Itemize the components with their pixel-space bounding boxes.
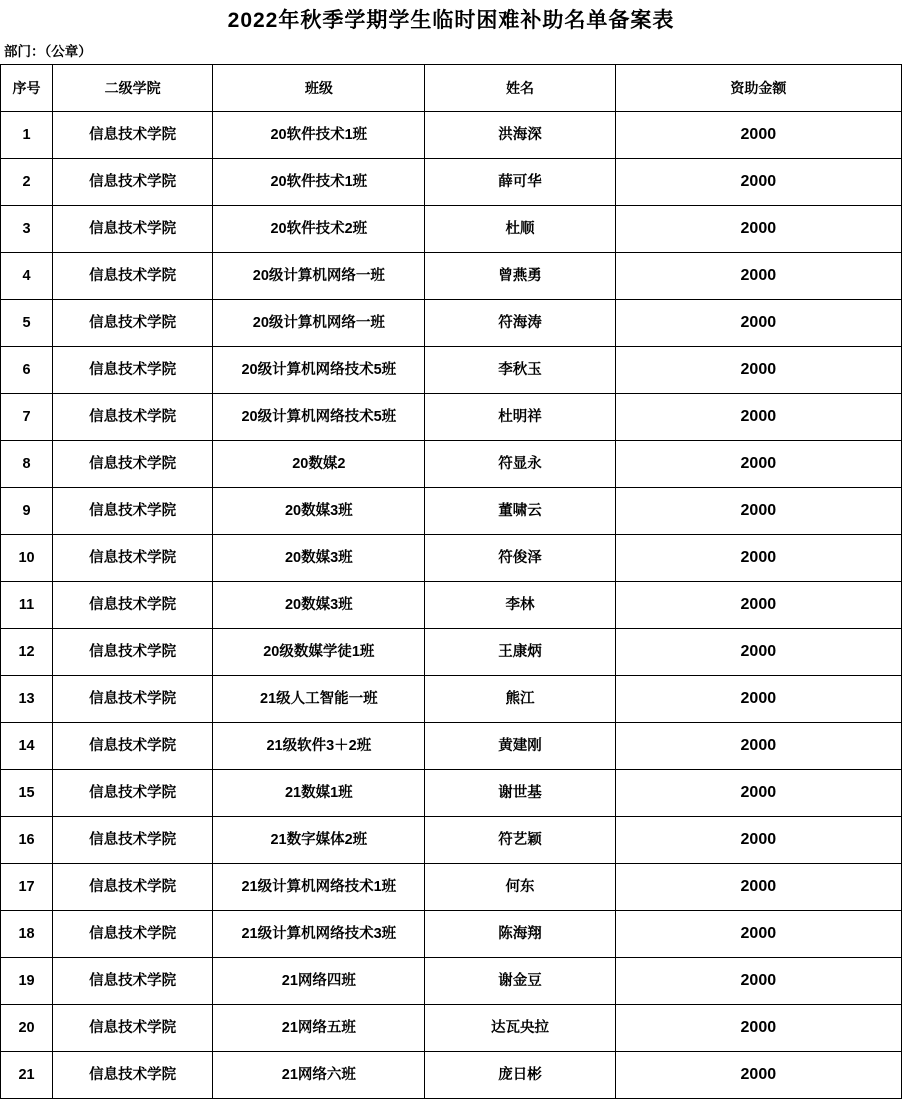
cell-amount: 2000 — [615, 958, 901, 1005]
cell-class: 20软件技术1班 — [213, 159, 425, 206]
table-row — [1, 723, 902, 770]
cell-college: 信息技术学院 — [53, 535, 213, 582]
cell-class: 21级软件3＋2班 — [213, 723, 425, 770]
cell-name: 符海涛 — [425, 300, 615, 347]
cell-class: 21级计算机网络技术1班 — [213, 864, 425, 911]
cell-name: 杜顺 — [425, 206, 615, 253]
subsidy-table — [0, 64, 902, 1099]
cell-college: 信息技术学院 — [53, 206, 213, 253]
cell-amount: 2000 — [615, 347, 901, 394]
column-header-name: 姓名 — [425, 65, 615, 112]
table-row — [1, 1052, 902, 1099]
cell-name: 薛可华 — [425, 159, 615, 206]
cell-name: 李林 — [425, 582, 615, 629]
cell-class: 20数媒2 — [213, 441, 425, 488]
cell-name: 杜明祥 — [425, 394, 615, 441]
cell-amount: 2000 — [615, 911, 901, 958]
column-header-class: 班级 — [213, 65, 425, 112]
cell-amount: 2000 — [615, 300, 901, 347]
cell-class: 20软件技术1班 — [213, 112, 425, 159]
cell-class: 21级计算机网络技术3班 — [213, 911, 425, 958]
department-label: 部门：（公章） — [4, 44, 92, 60]
cell-index: 4 — [1, 253, 53, 300]
table-body — [1, 112, 902, 1099]
cell-amount: 2000 — [615, 253, 901, 300]
cell-name: 熊江 — [425, 676, 615, 723]
cell-amount: 2000 — [615, 582, 901, 629]
table-header — [1, 65, 902, 112]
cell-college: 信息技术学院 — [53, 159, 213, 206]
table-row — [1, 488, 902, 535]
cell-college: 信息技术学院 — [53, 629, 213, 676]
cell-amount: 2000 — [615, 159, 901, 206]
cell-name: 陈海翔 — [425, 911, 615, 958]
cell-amount: 2000 — [615, 676, 901, 723]
table-row — [1, 159, 902, 206]
cell-college: 信息技术学院 — [53, 1052, 213, 1099]
cell-college: 信息技术学院 — [53, 723, 213, 770]
cell-index: 11 — [1, 582, 53, 629]
cell-name: 洪海深 — [425, 112, 615, 159]
cell-name: 谢世基 — [425, 770, 615, 817]
cell-college: 信息技术学院 — [53, 253, 213, 300]
cell-index: 13 — [1, 676, 53, 723]
cell-amount: 2000 — [615, 1052, 901, 1099]
cell-index: 7 — [1, 394, 53, 441]
cell-class: 21网络六班 — [213, 1052, 425, 1099]
cell-amount: 2000 — [615, 817, 901, 864]
cell-name: 董啸云 — [425, 488, 615, 535]
cell-amount: 2000 — [615, 723, 901, 770]
page-title: 2022年秋季学期学生临时困难补助名单备案表 — [227, 9, 675, 32]
cell-amount: 2000 — [615, 112, 901, 159]
cell-index: 3 — [1, 206, 53, 253]
cell-class: 21网络四班 — [213, 958, 425, 1005]
table-row — [1, 1005, 902, 1052]
cell-college: 信息技术学院 — [53, 347, 213, 394]
table-row — [1, 347, 902, 394]
cell-college: 信息技术学院 — [53, 300, 213, 347]
cell-index: 12 — [1, 629, 53, 676]
cell-amount: 2000 — [615, 441, 901, 488]
cell-index: 8 — [1, 441, 53, 488]
cell-index: 14 — [1, 723, 53, 770]
cell-name: 符俊泽 — [425, 535, 615, 582]
cell-name: 达瓦央拉 — [425, 1005, 615, 1052]
cell-index: 18 — [1, 911, 53, 958]
table-row — [1, 253, 902, 300]
column-header-index: 序号 — [1, 65, 53, 112]
column-header-college: 二级学院 — [53, 65, 213, 112]
table-row — [1, 817, 902, 864]
cell-index: 6 — [1, 347, 53, 394]
cell-index: 15 — [1, 770, 53, 817]
cell-class: 20级计算机网络技术5班 — [213, 394, 425, 441]
cell-name: 符显永 — [425, 441, 615, 488]
cell-class: 20级数媒学徒1班 — [213, 629, 425, 676]
table-header-row — [1, 65, 902, 112]
cell-amount: 2000 — [615, 206, 901, 253]
cell-name: 李秋玉 — [425, 347, 615, 394]
table-row — [1, 864, 902, 911]
cell-class: 20级计算机网络一班 — [213, 253, 425, 300]
cell-class: 20数媒3班 — [213, 535, 425, 582]
cell-class: 21数字媒体2班 — [213, 817, 425, 864]
table-row — [1, 582, 902, 629]
cell-name: 符艺颖 — [425, 817, 615, 864]
cell-index: 5 — [1, 300, 53, 347]
cell-amount: 2000 — [615, 1005, 901, 1052]
table-row — [1, 394, 902, 441]
cell-college: 信息技术学院 — [53, 911, 213, 958]
cell-index: 9 — [1, 488, 53, 535]
cell-index: 20 — [1, 1005, 53, 1052]
cell-class: 21级人工智能一班 — [213, 676, 425, 723]
cell-amount: 2000 — [615, 864, 901, 911]
table-row — [1, 958, 902, 1005]
cell-index: 10 — [1, 535, 53, 582]
cell-college: 信息技术学院 — [53, 958, 213, 1005]
cell-index: 16 — [1, 817, 53, 864]
cell-index: 2 — [1, 159, 53, 206]
cell-college: 信息技术学院 — [53, 1005, 213, 1052]
cell-amount: 2000 — [615, 488, 901, 535]
table-row — [1, 770, 902, 817]
table-row — [1, 300, 902, 347]
cell-name: 黄建刚 — [425, 723, 615, 770]
cell-class: 20数媒3班 — [213, 582, 425, 629]
cell-class: 20数媒3班 — [213, 488, 425, 535]
cell-college: 信息技术学院 — [53, 817, 213, 864]
cell-name: 何东 — [425, 864, 615, 911]
cell-amount: 2000 — [615, 629, 901, 676]
cell-name: 谢金豆 — [425, 958, 615, 1005]
cell-college: 信息技术学院 — [53, 488, 213, 535]
cell-class: 21数媒1班 — [213, 770, 425, 817]
cell-class: 20级计算机网络技术5班 — [213, 347, 425, 394]
cell-index: 19 — [1, 958, 53, 1005]
cell-college: 信息技术学院 — [53, 394, 213, 441]
table-row — [1, 112, 902, 159]
cell-name: 王康炳 — [425, 629, 615, 676]
cell-amount: 2000 — [615, 394, 901, 441]
cell-class: 20软件技术2班 — [213, 206, 425, 253]
column-header-amount: 资助金额 — [615, 65, 901, 112]
cell-amount: 2000 — [615, 535, 901, 582]
cell-name: 庞日彬 — [425, 1052, 615, 1099]
cell-name: 曾燕勇 — [425, 253, 615, 300]
cell-index: 21 — [1, 1052, 53, 1099]
cell-index: 17 — [1, 864, 53, 911]
cell-index: 1 — [1, 112, 53, 159]
cell-college: 信息技术学院 — [53, 582, 213, 629]
table-row — [1, 676, 902, 723]
cell-college: 信息技术学院 — [53, 112, 213, 159]
cell-college: 信息技术学院 — [53, 441, 213, 488]
cell-college: 信息技术学院 — [53, 864, 213, 911]
cell-class: 20级计算机网络一班 — [213, 300, 425, 347]
table-row — [1, 911, 902, 958]
cell-college: 信息技术学院 — [53, 770, 213, 817]
cell-college: 信息技术学院 — [53, 676, 213, 723]
table-row — [1, 206, 902, 253]
table-row — [1, 441, 902, 488]
table-row — [1, 535, 902, 582]
cell-amount: 2000 — [615, 770, 901, 817]
table-row — [1, 629, 902, 676]
cell-class: 21网络五班 — [213, 1005, 425, 1052]
